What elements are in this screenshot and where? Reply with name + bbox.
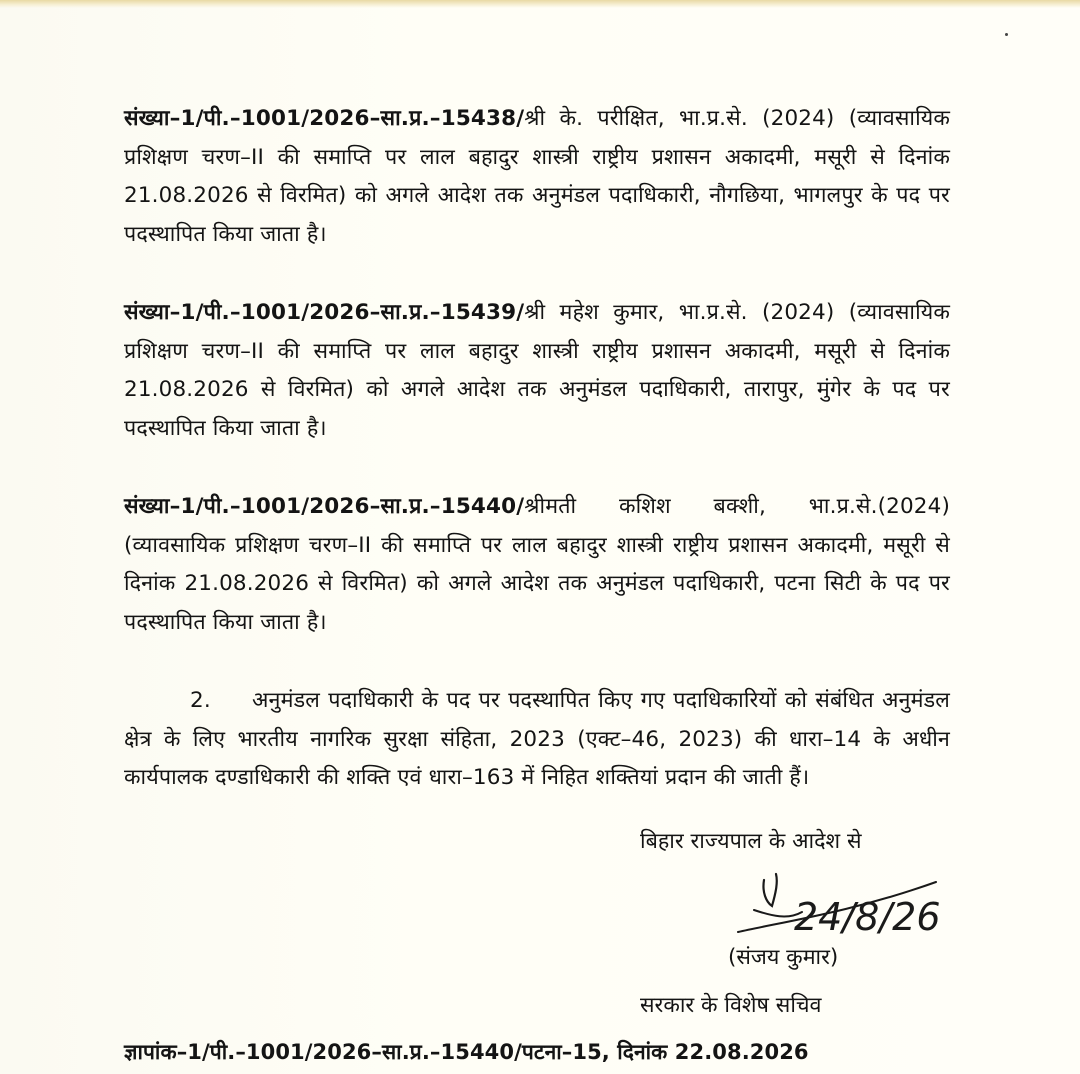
scan-speck	[1005, 33, 1008, 36]
order-reference: संख्या–1/पी.–1001/2026–सा.प्र.–15440/	[124, 494, 525, 519]
order-text: श्री महेश कुमार, भा.प्र.से. (2024) (व्यावसायिक प्रशिक्षण चरण–II की समाप्ति पर लाल बहादुर शास्त्री राष्ट्रीय प्रशासन अकादमी, मसूरी से दिनांक 21.08.2026 से विरमित) को अगले आदेश तक अनुमंडल पदाधिकारी, तारापुर, मुंगेर के पद पर पदस्थापित किया जाता है।	[124, 300, 950, 441]
order-text: श्रीमती कशिश बक्शी, भा.प्र.से.(2024) (व्यावसायिक प्रशिक्षण चरण–II की समाप्ति पर लाल बहादुर शास्त्री राष्ट्रीय प्रशासन अकादमी, मसूरी से दिनांक 21.08.2026 से विरमित) को अगले आदेश तक अनुमंडल पदाधिकारी, पटना सिटी के पद पर पदस्थापित किया जाता है।	[124, 494, 950, 635]
clause-2-paragraph	[124, 682, 950, 798]
order-paragraph-15438	[124, 100, 950, 254]
order-text: श्री के. परीक्षित, भा.प्र.से. (2024) (व्यावसायिक प्रशिक्षण चरण–II की समाप्ति पर लाल बहादुर शास्त्री राष्ट्रीय प्रशासन अकादमी, मसूरी से दिनांक 21.08.2026 से विरमित) को अगले आदेश तक अनुमंडल पदाधिकारी, नौगछिया, भागलपुर के पद पर पदस्थापित किया जाता है।	[124, 106, 950, 247]
page-top-edge	[0, 0, 1080, 8]
memo-reference: ज्ञापांक–1/पी.–1001/2026–सा.प्र.–15440/पटना–15, दिनांक 22.08.2026	[124, 1040, 809, 1064]
handwritten-signature	[732, 862, 942, 954]
governor-order-line: बिहार राज्यपाल के आदेश से	[640, 829, 862, 854]
order-reference: संख्या–1/पी.–1001/2026–सा.प्र.–15438/	[124, 106, 525, 131]
order-paragraph-15440	[124, 488, 950, 642]
order-paragraph-15439	[124, 294, 950, 448]
signature-date: 24/8/26	[794, 895, 941, 939]
clause-number: 2.	[190, 688, 211, 713]
signatory-designation: सरकार के विशेष सचिव	[640, 993, 822, 1018]
signatory-name: (संजय कुमार)	[728, 945, 839, 970]
order-reference: संख्या–1/पी.–1001/2026–सा.प्र.–15439/	[124, 300, 525, 325]
document-body	[124, 100, 950, 838]
clause-text: अनुमंडल पदाधिकारी के पद पर पदस्थापित किए गए पदाधिकारियों को संबंधित अनुमंडल क्षेत्र के लिए भारतीय नागरिक सुरक्षा संहिता, 2023 (एक्ट–46, 2023) की धारा–14 के अधीन कार्यपालक दण्डाधिकारी की शक्ति एवं धारा–163 में निहित शक्तियां प्रदान की जाती हैं।	[124, 688, 951, 790]
